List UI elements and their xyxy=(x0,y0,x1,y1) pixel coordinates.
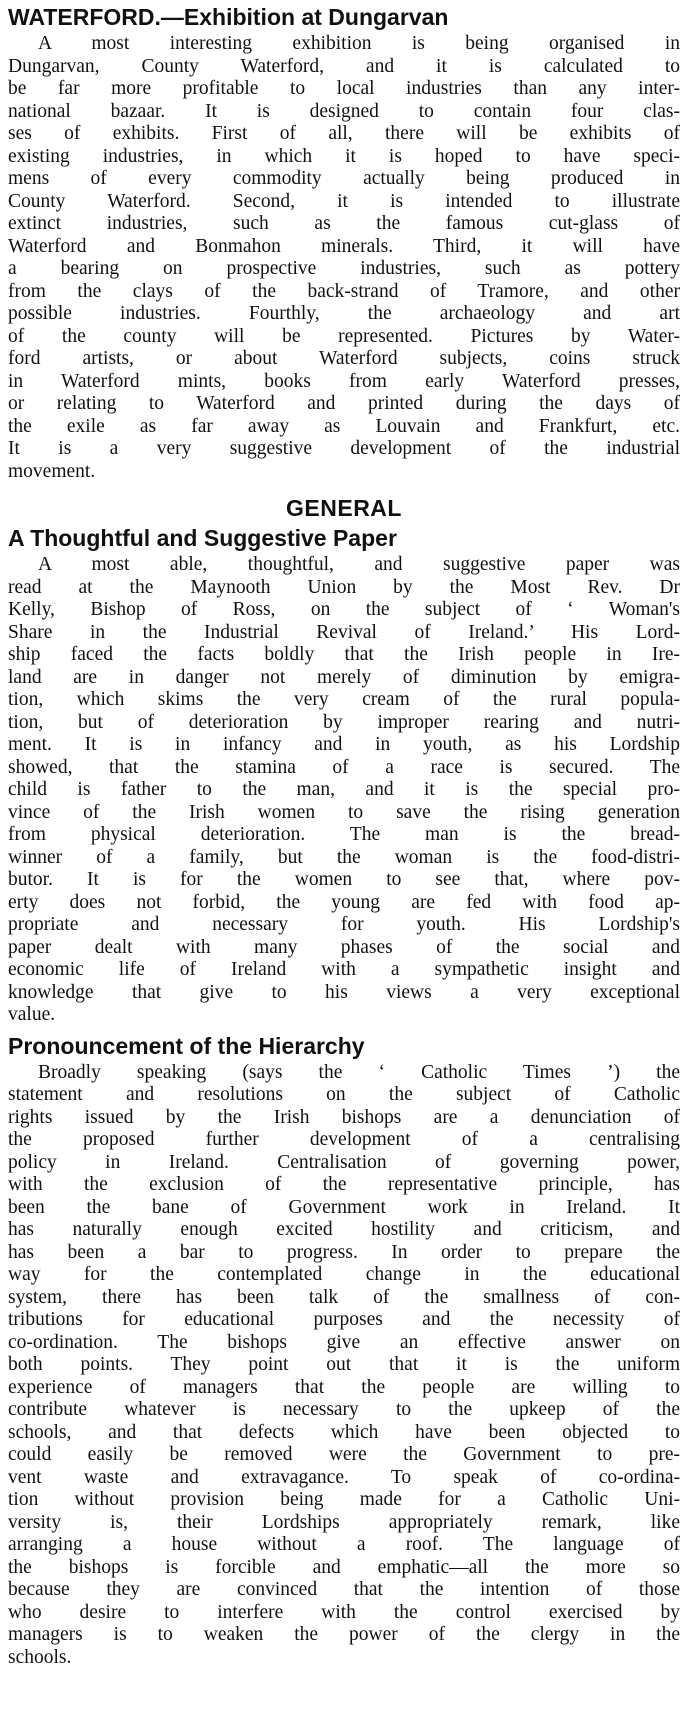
text-line: who desire to interfere with the control exercised by xyxy=(8,1601,680,1623)
text-line: value. xyxy=(8,1004,56,1025)
text-line: the exile as far away as Louvain and Frankfurt, etc. xyxy=(8,415,680,437)
article-body xyxy=(8,554,680,1027)
text-line: extinct industries, such as the famous cut-glass of xyxy=(8,213,680,234)
text-line: because they are convinced that the intention of those xyxy=(8,1579,680,1600)
text-line: of the county will be represented. Pictures by Water- xyxy=(8,325,680,347)
text-line: tributions for educational purposes and the necessity of xyxy=(8,1309,680,1330)
text-line: the bishops is forcible and emphatic—all the more so xyxy=(8,1556,680,1578)
text-line: winner of a family, but the woman is the food-distri- xyxy=(8,846,680,868)
text-line: has been a bar to progress. In order to prepare the xyxy=(8,1241,680,1263)
article-thoughtful-paper xyxy=(8,525,680,1027)
text-line: way for the contemplated change in the educational xyxy=(8,1264,680,1285)
article-body xyxy=(8,1062,680,1670)
text-line: a bearing on prospective industries, such as pottery xyxy=(8,258,680,279)
text-line: both points. They point out that it is the uniform xyxy=(8,1354,680,1375)
text-line: ment. It is in infancy and in youth, as his Lordship xyxy=(8,734,680,755)
article-headline: A Thoughtful and Suggestive Paper xyxy=(8,525,397,551)
article-hierarchy xyxy=(8,1033,680,1670)
text-line: policy in Ireland. Centralisation of governing power, xyxy=(8,1151,680,1173)
text-line: Waterford and Bonmahon minerals. Third, it will have xyxy=(8,235,680,257)
text-line: contribute whatever is necessary to the upkeep of the xyxy=(8,1399,680,1420)
text-line: A most interesting exhibition is being organised in xyxy=(38,33,680,54)
text-line: schools. xyxy=(8,1646,72,1668)
text-line: movement. xyxy=(8,460,96,482)
text-line: read at the Maynooth Union by the Most Rev. Dr xyxy=(8,576,680,598)
text-line: system, there has been talk of the smallness of con- xyxy=(8,1286,680,1308)
text-line: with the exclusion of the representative principle, has xyxy=(8,1174,680,1195)
text-line: ses of exhibits. First of all, there will be exhibits of xyxy=(8,123,680,144)
article-headline: Pronouncement of the Hierarchy xyxy=(8,1032,365,1059)
text-line: vince of the Irish women to save the rising generation xyxy=(8,801,680,823)
text-line: Kelly, Bishop of Ross, on the subject of ‘ Woman's xyxy=(8,599,680,620)
text-line: economic life of Ireland with a sympathetic insight and xyxy=(8,959,680,980)
text-line: ford artists, or about Waterford subjects, coins struck xyxy=(8,348,680,369)
text-line: propriate and necessary for youth. His Lordship's xyxy=(8,914,680,935)
text-line: has naturally enough excited hostility and criticism, and xyxy=(8,1219,680,1240)
section-heading-general: GENERAL xyxy=(286,495,402,521)
text-line: Dungarvan, County Waterford, and it is calculated to xyxy=(8,55,680,77)
text-line: or relating to Waterford and printed during the days of xyxy=(8,393,680,414)
text-line: national bazaar. It is designed to contain four clas- xyxy=(8,100,680,122)
text-line: schools, and that defects which have been objected to xyxy=(8,1421,680,1443)
text-line: ship faced the facts boldly that the Irish people in Ire- xyxy=(8,644,680,665)
text-line: knowledge that give to his views a very exceptional xyxy=(8,981,680,1003)
article-headline: WATERFORD.—Exhibition at Dungarvan xyxy=(8,4,449,30)
text-line: A most able, thoughtful, and suggestive paper was xyxy=(38,554,680,575)
text-line: been the bane of Government work in Ireland. It xyxy=(8,1196,680,1218)
text-line: existing industries, in which it is hoped to have speci- xyxy=(8,145,680,167)
text-line: vent waste and extravagance. To speak of co-ordina- xyxy=(8,1466,680,1488)
text-line: from the clays of the back-strand of Tramore, and other xyxy=(8,280,680,302)
text-line: County Waterford. Second, it is intended to illustrate xyxy=(8,190,680,212)
text-line: from physical deterioration. The man is the bread- xyxy=(8,824,680,845)
text-line: child is father to the man, and it is the special pro- xyxy=(8,779,680,800)
text-line: versity is, their Lordships appropriately remark, like xyxy=(8,1511,680,1533)
text-line: showed, that the stamina of a race is secured. The xyxy=(8,756,680,778)
text-line: co-ordination. The bishops give an effective answer on xyxy=(8,1331,680,1353)
text-line: erty does not forbid, the young are fed with food ap- xyxy=(8,891,680,913)
text-line: tion without provision being made for a Catholic Uni- xyxy=(8,1489,680,1510)
article-waterford xyxy=(8,4,680,483)
newspaper-column xyxy=(8,4,680,1675)
text-line: statement and resolutions on the subject of Catholic xyxy=(8,1084,680,1105)
text-line: managers is to weaken the power of the clergy in the xyxy=(8,1624,680,1645)
text-line: arranging a house without a roof. The language of xyxy=(8,1534,680,1555)
text-line: butor. It is for the women to see that, where pov- xyxy=(8,869,680,890)
text-line: possible industries. Fourthly, the archaeology and art xyxy=(8,303,680,324)
text-line: tion, but of deterioration by improper rearing and nutri- xyxy=(8,711,680,733)
text-line: experience of managers that the people are willing to xyxy=(8,1376,680,1398)
article-body xyxy=(8,33,680,483)
text-line: the proposed further development of a centralising xyxy=(8,1129,680,1150)
text-line: paper dealt with many phases of the social and xyxy=(8,936,680,958)
text-line: could easily be removed were the Government to pre- xyxy=(8,1444,680,1465)
text-line: rights issued by the Irish bishops are a denunciation of xyxy=(8,1106,680,1128)
text-line: It is a very suggestive development of the industrial xyxy=(8,438,680,459)
text-line: mens of every commodity actually being produced in xyxy=(8,168,680,189)
text-line: be far more profitable to local industries than any inter- xyxy=(8,78,680,99)
text-line: Broadly speaking (says the ‘ Catholic Times ’) the xyxy=(38,1061,680,1083)
text-line: land are in danger not merely of diminution by emigra- xyxy=(8,666,680,688)
text-line: Share in the Industrial Revival of Ireland.’ His Lord- xyxy=(8,621,680,643)
text-line: tion, which skims the very cream of the rural popula- xyxy=(8,689,680,710)
text-line: in Waterford mints, books from early Waterford presses, xyxy=(8,370,680,392)
